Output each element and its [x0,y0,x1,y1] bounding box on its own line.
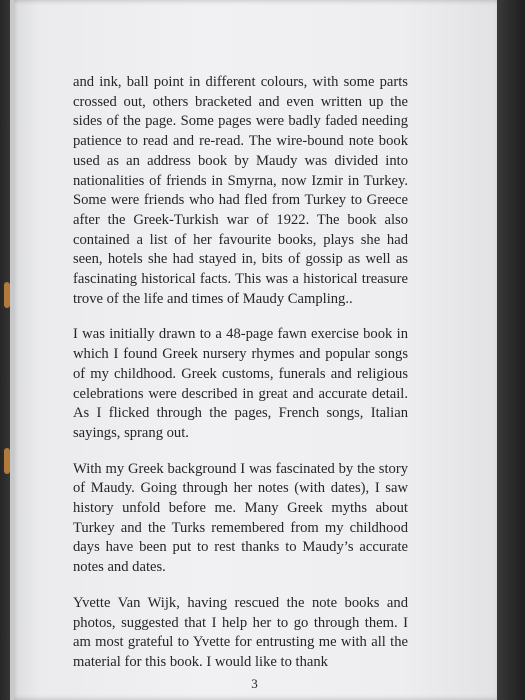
paragraph: Yvette Van Wijk, having rescued the note books and photos, suggested that I help her to go through them. I am most grateful to Yvette for entrusting me with all the material for this book. I would like to thank [73,594,408,670]
paragraph: I was initially drawn to a 48-page fawn exercise book in which I found Greek nursery rhymes and popular songs of my childhood. Greek customs, funerals and religious celebrations were described in great and accurate detail. As I flicked through the pages, French songs, Italian sayings, sprang out. [73,326,408,441]
paragraph: With my Greek background I was fascinated by the story of Maudy. Going through her notes (with dates), I saw history unfold before me. Many Greek myths about Turkey and the Turks remembered from my childhood days have been put to rest thanks to Maudy’s accurate notes and dates. [73,460,408,576]
background-right [495,0,525,700]
body-text [73,73,408,689]
page-number: 3 [251,676,258,691]
page-tab-marker [4,282,10,308]
paragraph: and ink, ball point in different colours, with some parts crossed out, others bracketed and even written up the sides of the page. Some pages were badly faded needing patience to read and re-read. The wire-bound note book used as an address book by Maudy was divided into nationalities of friends in Smyrna, now Izmir in Turkey. Some were friends who had fled from Turkey to Greece after the Greek-Turkish war of 1922. The book also contained a list of her favourite books, plays she had seen, hotels she had stayed in, bits of gossip as well as fascinating historical facts. This was a historical treasure trove of the life and times of Maudy Campling.. [73,74,408,307]
page-binding [10,0,14,700]
page-tab-marker [4,448,10,474]
